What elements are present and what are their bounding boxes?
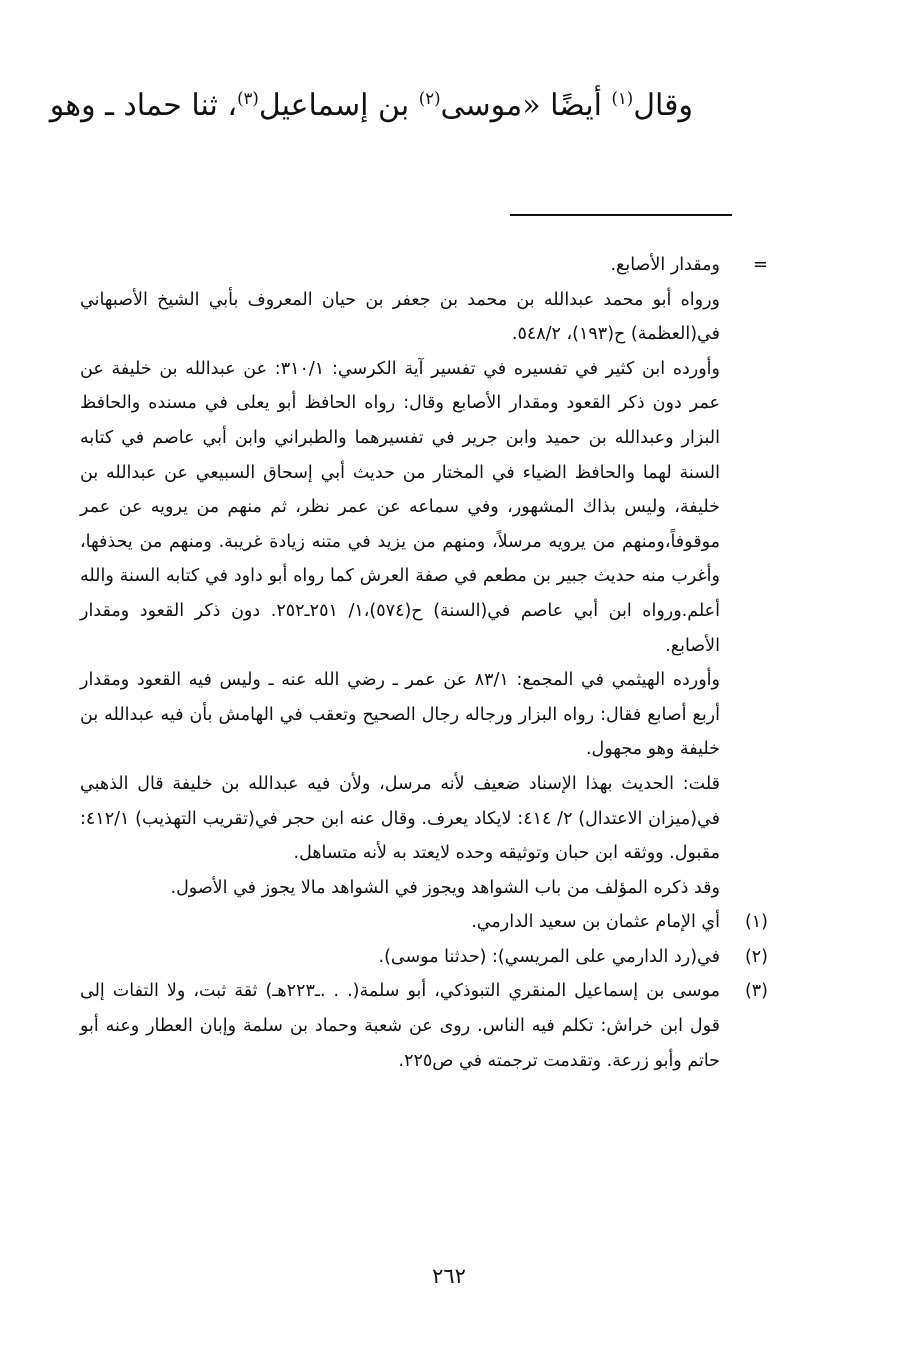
footnote-item — [80, 905, 776, 940]
note-paragraph: ومقدار الأصابع. — [610, 255, 720, 275]
note-paragraph: وقد ذكره المؤلف من باب الشواهد ويجوز في الشواهد مالا يجوز في الأصول. — [170, 877, 720, 898]
footnote-ref-1: (١) — [611, 89, 634, 108]
footnote-number: (١) — [744, 912, 768, 933]
page-number: ٢٦٢ — [432, 1264, 466, 1288]
main-text-part: بن إسماعيل — [258, 88, 419, 123]
note-paragraph: وأورده ابن كثير في تفسيره في تفسير آية الكرسي: ٣١٠/١: عن عبدالله بن خليفة عن عمر دون ذكر القعود ومقدار الأصابع وقال: رواه الحافظ أبو يعلى في مسنده والحافظ البزار وعبدالله بن حميد وابن جرير في تفسيرهما والطبراني وابن أبي عاصم في كتابه السنة لهما والحافظ الضياء في المختار من حديث أبي إسحاق السبيعي عن عبدالله بن خليفة، وليس بذاك المشهور، وفي سماعه عن عمر نظر، ثم منهم من يرويه عن عمر موقوفاً،ومنهم من يرويه مرسلاً، ومنهم من يزيد في متنه زيادة غريبة. ومنهم من يحذفها، وأغرب منه حديث جبير بن مطعم في صفة العرش كما رواه أبو داود في كتابه السنة والله أعلم.ورواه ابن أبي عاصم في(السنة) ح(٥٧٤)،١/ ٢٥١ـ٢٥٢. دون ذكر القعود ومقدار الأصابع. — [80, 358, 720, 656]
note-paragraph: وأورده الهيثمي في المجمع: ٨٣/١ عن عمر ـ رضي الله عنه ـ وليس فيه القعود ومقدار أربع أصابع فقال: رواه البزار ورجاله رجال الصحيح وتعقب في الهامش بأن فيه عبدالله بن خليفة وهو مجهول. — [80, 670, 720, 760]
footnote-separator-rule — [510, 214, 732, 216]
footnote-ref-3: (٣) — [237, 89, 259, 108]
main-text-part: ، ثنا حماد ـ وهو — [49, 88, 238, 123]
footnotes-area — [80, 248, 776, 1078]
footnote-number: (٢) — [744, 946, 768, 967]
footnote-item — [80, 974, 776, 1078]
footnote-text: موسى بن إسماعيل المنقري التبوذكي، أبو سلمة(. . .ـ٢٢٣هـ) ثقة ثبت، ولا التفات إلى قول ابن خراش: تكلم فيه الناس. روى عن شعبة وحماد بن سلمة وإبان العطار وعنه أبو حاتم وأبو زرعة. وتقدمت ترجمته في ص٢٢٥. — [80, 981, 720, 1071]
continuation-marker: = — [752, 254, 768, 275]
main-text-part: أيضًا «موسى — [440, 88, 612, 123]
footnote-item — [80, 940, 776, 975]
continued-note-block — [80, 248, 776, 905]
footnote-text: في(رد الدارمي على المريسي): (حدثنا موسى). — [378, 946, 720, 967]
main-text-line — [49, 80, 693, 132]
note-paragraph: قلت: الحديث بهذا الإسناد ضعيف لأنه مرسل، ولأن فيه عبدالله بن خليفة قال الذهبي في(ميزان الاعتدال) ٢/ ٤١٤: لايكاد يعرف. وقال عنه ابن حجر في(تقريب التهذيب) ٤١٢/١: مقبول. ووثقه ابن حبان وتوثيقه وحده لايعتد به لأنه متساهل. — [80, 773, 720, 864]
footnote-number: (٣) — [744, 981, 768, 1002]
footnote-ref-2: (٢) — [418, 89, 441, 108]
note-paragraph: ورواه أبو محمد عبدالله بن محمد بن جعفر بن حيان المعروف بأبي الشيخ الأصبهاني في(العظمة) ح(١٩٣)، ٥٤٨/٢. — [80, 289, 720, 345]
main-text-part: وقال — [633, 88, 693, 123]
footnote-text: أي الإمام عثمان بن سعيد الدارمي. — [471, 912, 720, 933]
